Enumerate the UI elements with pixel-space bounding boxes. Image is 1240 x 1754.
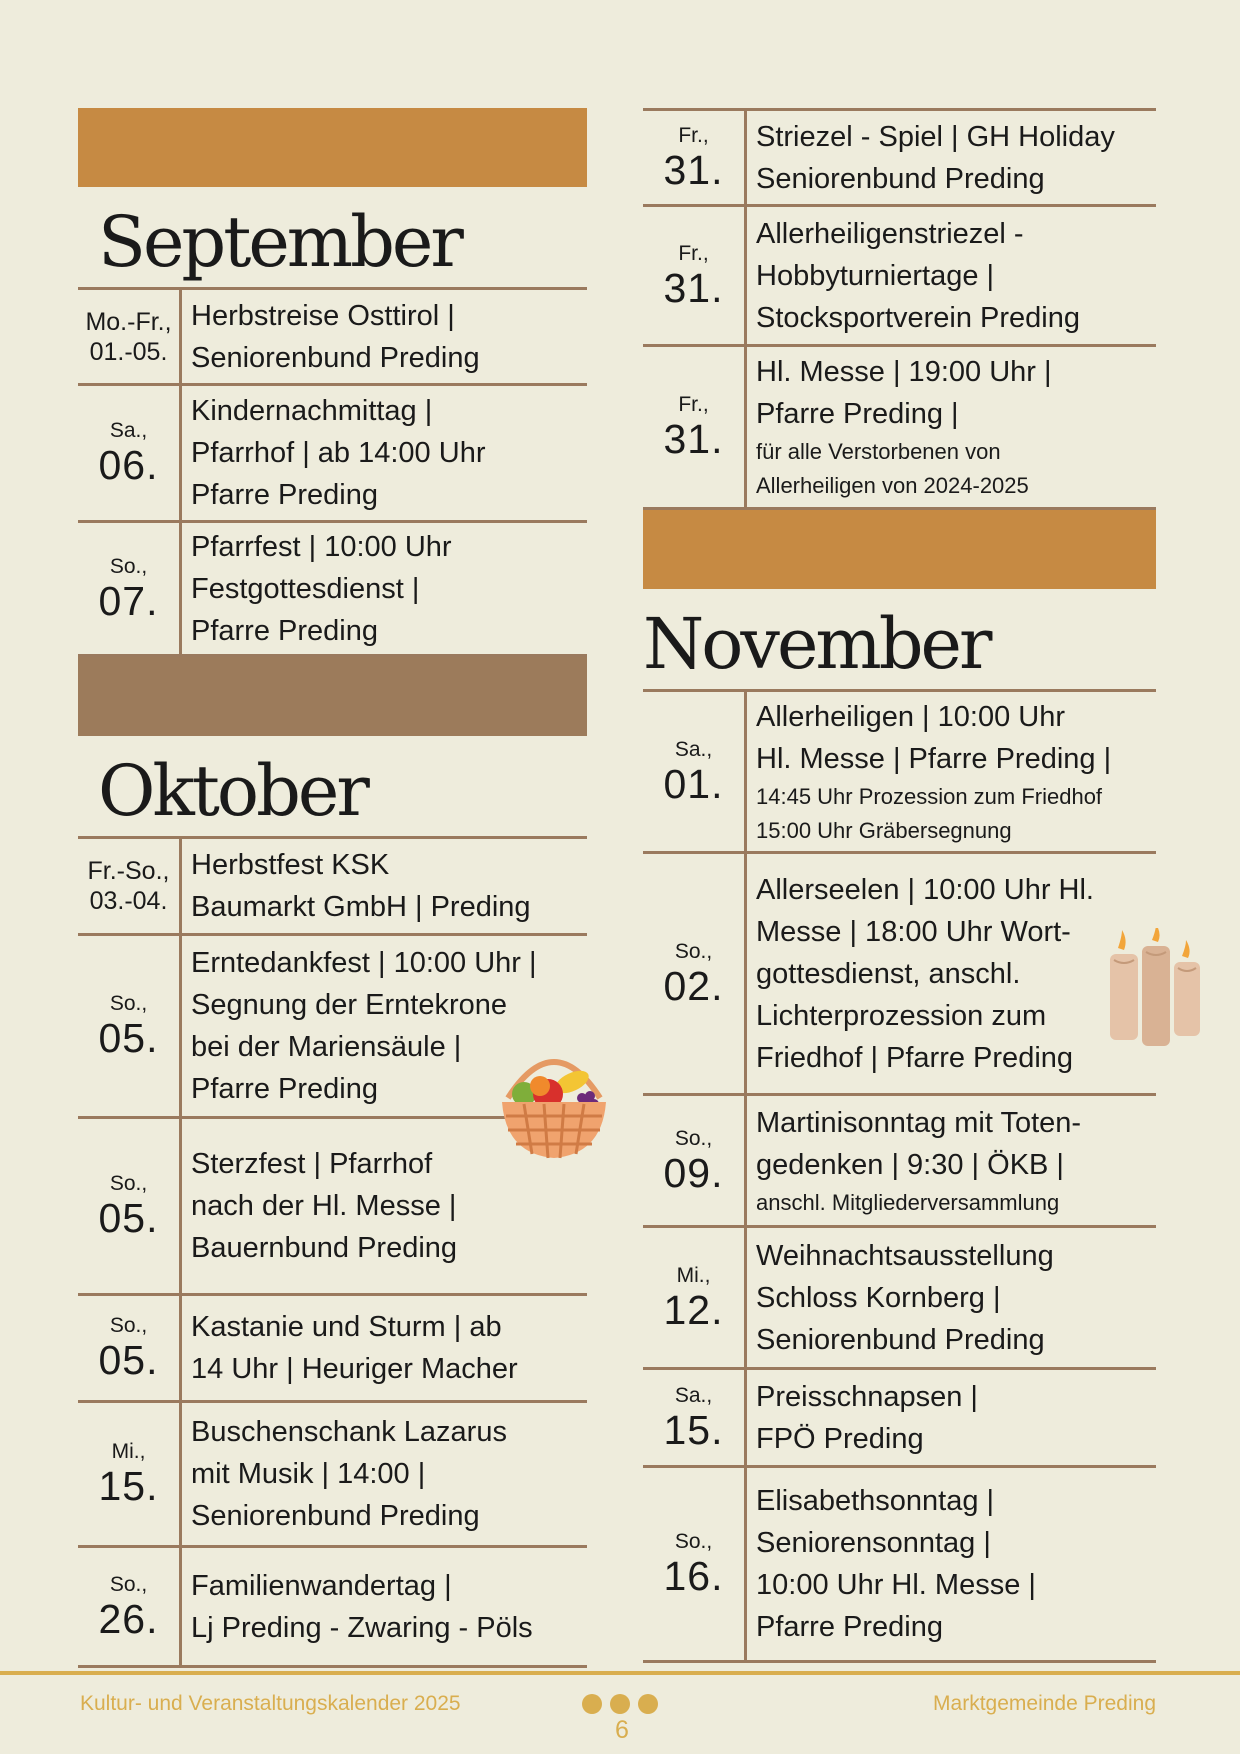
event-description: [182, 1548, 533, 1665]
event-line: 10:00 Uhr Hl. Messe |: [756, 1569, 1036, 1601]
event-day: 31.: [663, 264, 724, 311]
event-row: [643, 851, 1156, 1093]
september-events: [78, 287, 587, 657]
event-day: 15.: [98, 1463, 159, 1509]
event-description: [747, 111, 1115, 204]
event-line: nach der Hl. Messe |: [191, 1190, 457, 1222]
event-date: [643, 1096, 747, 1225]
event-row: [643, 689, 1156, 851]
event-weekday: Mi.,: [111, 1440, 146, 1463]
event-line: mit Musik | 14:00 |: [191, 1458, 426, 1490]
event-date: [78, 839, 182, 933]
footer-publication-title: Kultur- und Veranstaltungskalender 2025: [80, 1692, 461, 1715]
event-row: [643, 1225, 1156, 1367]
event-description: [747, 854, 1094, 1093]
event-line: Festgottesdienst |: [191, 572, 420, 605]
month-title-september: September: [98, 201, 461, 283]
event-line: Sterzfest | Pfarrhof: [191, 1148, 433, 1180]
event-description: [747, 347, 1052, 507]
event-day: 07.: [98, 577, 159, 624]
event-line: Pfarrfest | 10:00 Uhr: [191, 530, 452, 563]
event-line: Baumarkt GmbH | Preding: [191, 891, 531, 923]
event-date: [78, 1119, 182, 1293]
event-date: [643, 207, 747, 344]
event-line: Pfarre Preding |: [756, 398, 959, 430]
event-day: 05.: [98, 1195, 159, 1241]
event-weekday: Mo.-Fr.,: [85, 307, 172, 336]
page-number: 6: [615, 1716, 629, 1744]
event-line: Stocksportverein Preding: [756, 301, 1080, 334]
event-line: Hobbyturniertage |: [756, 259, 995, 292]
event-day: 01.-05.: [89, 337, 168, 366]
event-date: [643, 111, 747, 204]
event-line: Allerseelen | 10:00 Uhr Hl.: [756, 873, 1094, 906]
event-date: [643, 347, 747, 507]
event-date: [78, 290, 182, 383]
footer-municipality: Marktgemeinde Preding: [933, 1692, 1156, 1715]
event-weekday: Fr.,: [678, 393, 709, 416]
event-row: [643, 108, 1156, 204]
event-description: [182, 290, 480, 383]
event-line: Friedhof | Pfarre Preding: [756, 1041, 1074, 1074]
event-line: Hl. Messe | Pfarre Preding |: [756, 742, 1112, 775]
event-description: [747, 692, 1111, 851]
oktober-header-band: [78, 657, 587, 736]
event-line: Pfarre Preding: [191, 479, 378, 511]
event-line: Bauernbund Preding: [191, 1232, 458, 1264]
event-line: Herbstreise Osttirol |: [191, 299, 455, 332]
event-line: gedenken | 9:30 | ÖKB |: [756, 1148, 1064, 1181]
event-weekday: Sa.,: [674, 737, 713, 761]
oktober-events-continued: [643, 108, 1156, 510]
event-line: Pfarre Preding: [756, 1611, 943, 1643]
event-row: [78, 836, 587, 933]
event-weekday: Fr.-So.,: [87, 857, 170, 885]
right-column: [643, 108, 1156, 1663]
event-row: [643, 1465, 1156, 1663]
event-line: Allerheiligen | 10:00 Uhr: [756, 700, 1065, 733]
event-date: [78, 386, 182, 520]
event-line: Kastanie und Sturm | ab: [191, 1311, 502, 1343]
event-weekday: So.,: [674, 1530, 713, 1553]
event-day: 31.: [663, 146, 724, 193]
event-note: für alle Verstorbenen von: [756, 439, 1001, 464]
event-line: Seniorensonntag |: [756, 1527, 991, 1559]
event-row: [78, 1400, 587, 1545]
event-note: 14:45 Uhr Prozession zum Friedhof: [756, 783, 1103, 809]
event-line: Weihnachtsausstellung: [756, 1239, 1054, 1272]
event-row: [643, 1367, 1156, 1465]
event-weekday: So.,: [109, 992, 148, 1015]
event-row: [78, 383, 587, 520]
event-line: Lj Preding - Zwaring - Pöls: [191, 1611, 533, 1644]
event-line: gottesdienst, anschl.: [756, 957, 1021, 990]
event-day: 09.: [663, 1149, 724, 1196]
event-date: [78, 523, 182, 654]
event-day: 16.: [663, 1553, 724, 1599]
event-description: [182, 839, 531, 933]
event-row: [643, 1093, 1156, 1225]
event-description: [182, 1403, 507, 1545]
event-note: 15:00 Uhr Gräbersegnung: [756, 817, 1012, 843]
event-description: [182, 936, 537, 1116]
event-weekday: So.,: [109, 1172, 148, 1195]
event-line: Pfarre Preding: [191, 614, 378, 647]
event-weekday: So.,: [109, 1572, 148, 1596]
event-day: 02.: [663, 962, 724, 1009]
event-line: FPÖ Preding: [756, 1422, 924, 1455]
event-date: [643, 1468, 747, 1660]
event-date: [643, 1228, 747, 1367]
event-description: [182, 523, 452, 654]
event-date: [78, 936, 182, 1116]
event-line: Striezel - Spiel | GH Holiday: [756, 120, 1115, 153]
event-line: Pfarrhof | ab 14:00 Uhr: [191, 437, 486, 469]
event-line: Hl. Messe | 19:00 Uhr |: [756, 356, 1052, 388]
event-weekday: Fr.,: [678, 241, 709, 265]
event-line: Lichterprozession zum: [756, 999, 1047, 1032]
event-description: [747, 1468, 1036, 1660]
event-weekday: So.,: [674, 1126, 713, 1150]
month-title-november: November: [643, 603, 990, 685]
event-day: 26.: [98, 1595, 159, 1642]
event-day: 05.: [98, 1015, 159, 1061]
event-description: [182, 386, 485, 520]
event-day: 12.: [663, 1286, 724, 1333]
event-row: [643, 344, 1156, 510]
event-line: Herbstfest KSK: [191, 849, 390, 881]
event-weekday: So.,: [674, 939, 713, 963]
month-title-oktober: Oktober: [98, 750, 367, 832]
september-header-band: [78, 108, 587, 187]
event-line: Messe | 18:00 Uhr Wort-: [756, 915, 1071, 948]
event-line: Preisschnapsen |: [756, 1380, 978, 1413]
event-description: [747, 207, 1080, 344]
november-events: [643, 689, 1156, 1663]
event-line: Seniorenbund Preding: [756, 1323, 1045, 1356]
event-date: [643, 1370, 747, 1465]
event-description: [747, 1228, 1054, 1367]
page-dots-icon: [581, 1692, 661, 1716]
event-weekday: Sa.,: [674, 1383, 713, 1407]
fruit-basket-icon: [494, 1036, 614, 1166]
event-weekday: So.,: [109, 1314, 148, 1337]
event-date: [78, 1548, 182, 1665]
event-line: bei der Mariensäule |: [191, 1031, 462, 1063]
event-day: 31.: [663, 416, 724, 462]
event-line: Martinisonntag mit Toten-: [756, 1106, 1082, 1139]
footer-divider: [0, 1671, 1240, 1675]
event-line: Segnung der Erntekrone: [191, 989, 507, 1021]
event-date: [78, 1296, 182, 1400]
event-line: Seniorenbund Preding: [756, 162, 1045, 195]
november-header-band: [643, 510, 1156, 589]
event-day: 01.: [663, 760, 724, 807]
event-row: [78, 1545, 587, 1668]
event-day: 03.-04.: [89, 887, 168, 915]
candles-icon: [1108, 928, 1202, 1046]
event-description: [182, 1296, 518, 1400]
event-line: Buschenschank Lazarus: [191, 1416, 507, 1448]
event-weekday: Fr.,: [678, 123, 709, 147]
event-note: anschl. Mitgliederversammlung: [756, 1189, 1060, 1215]
event-day: 15.: [663, 1406, 724, 1453]
event-weekday: So.,: [109, 554, 148, 578]
event-description: [747, 1096, 1081, 1225]
event-weekday: Mi.,: [676, 1263, 711, 1287]
event-row: [78, 287, 587, 383]
event-date: [643, 692, 747, 851]
event-row: [78, 520, 587, 657]
event-line: Elisabethsonntag |: [756, 1485, 995, 1517]
event-description: [182, 1119, 457, 1293]
oktober-events: [78, 836, 587, 1668]
event-weekday: Sa.,: [109, 419, 148, 442]
event-row: [643, 204, 1156, 344]
event-day: 05.: [98, 1337, 159, 1383]
event-line: Seniorenbund Preding: [191, 341, 480, 374]
event-date: [78, 1403, 182, 1545]
event-note: Allerheiligen von 2024-2025: [756, 473, 1029, 498]
left-column: [78, 108, 587, 1668]
event-line: Familienwandertag |: [191, 1569, 452, 1602]
event-line: Seniorenbund Preding: [191, 1500, 480, 1532]
event-line: Pfarre Preding: [191, 1073, 378, 1105]
event-line: 14 Uhr | Heuriger Macher: [191, 1353, 518, 1385]
event-line: Erntedankfest | 10:00 Uhr |: [191, 947, 537, 979]
event-description: [747, 1370, 978, 1465]
event-line: Schloss Kornberg |: [756, 1281, 1001, 1314]
event-line: Allerheiligenstriezel -: [756, 217, 1024, 250]
event-day: 06.: [98, 442, 159, 488]
event-date: [643, 854, 747, 1093]
event-line: Kindernachmittag |: [191, 395, 433, 427]
event-row: [78, 1293, 587, 1400]
